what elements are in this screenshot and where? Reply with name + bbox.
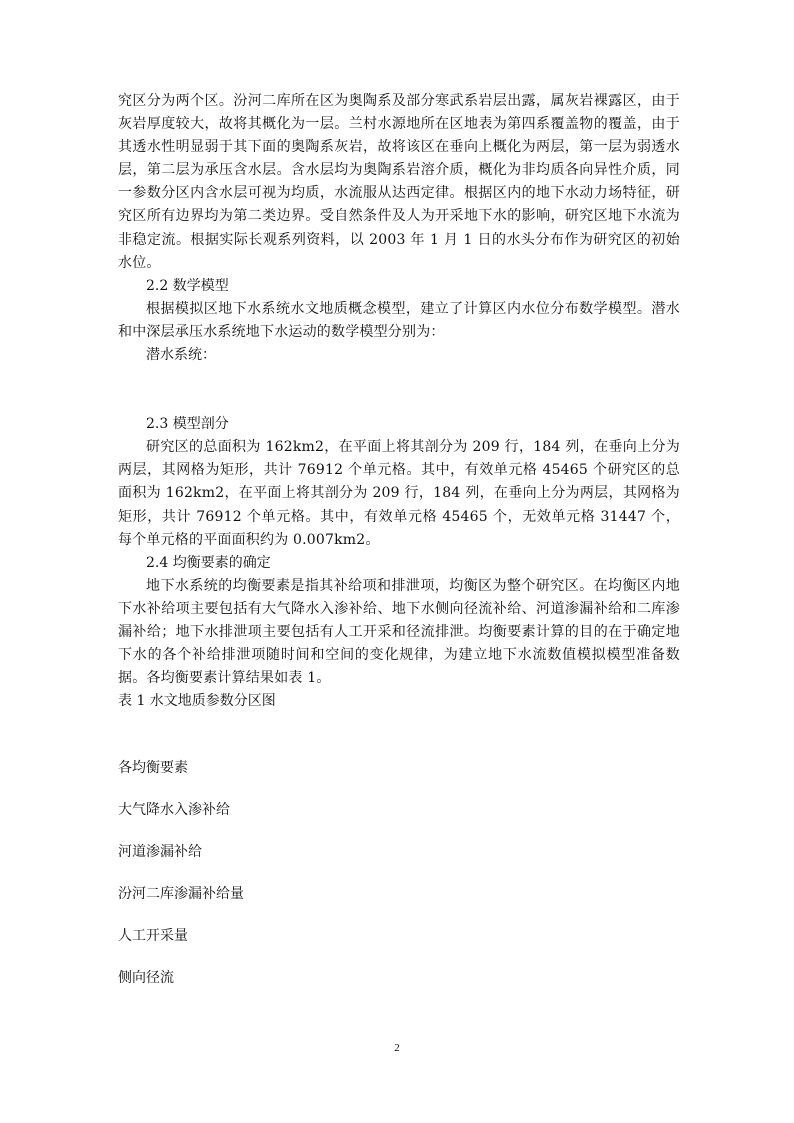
list-item: 大气降水入渗补给 bbox=[118, 802, 230, 818]
paragraph-math-model: 根据模拟区地下水系统水文地质概念模型，建立了计算区内水位分布数学模型。潜水和中深层承压水系统地下水运动的数学模型分别为： bbox=[118, 300, 680, 340]
list-item: 侧向径流 bbox=[118, 970, 174, 986]
heading-2-3: 2.3 模型剖分 bbox=[146, 416, 229, 433]
phreatic-system-label: 潜水系统： bbox=[146, 347, 216, 364]
formula-placeholder bbox=[118, 367, 680, 413]
list-item: 各均衡要素 bbox=[118, 760, 188, 776]
paragraph-grid-division: 研究区的总面积为 162km2，在平面上将其剖分为 209 行，184 列，在垂向上分为两层，其网格为矩形，共计 76912 个单元格。其中，有效单元格 45465 个研究区的总面积为 162km2，在平面上将其剖分为 209 行，184 列，在垂向上分为两层，其网格为矩形，共计 76912 个单元格。其中，有效单元格 45465 个，无效单元格 31447 个，每个单元格的平面面积约为 0.007km2。 bbox=[118, 439, 680, 548]
list-item: 汾河二库渗漏补给量 bbox=[118, 886, 244, 902]
page-number: 2 bbox=[394, 1042, 400, 1054]
heading-2-2: 2.2 数学模型 bbox=[146, 277, 229, 294]
body-text bbox=[118, 90, 680, 713]
paragraph-model-overview: 究区分为两个区。汾河二库所在区为奥陶系及部分寒武系岩层出露，属灰岩裸露区，由于灰岩厚度较大，故将其概化为一层。兰村水源地所在区地表为第四系覆盖物的覆盖，由于其透水性明显弱于其下面的奥陶系灰岩，故将该区在垂向上概化为两层，第一层为弱透水层，第二层为承压含水层。含水层均为奥陶系岩溶介质，概化为非均质各向异性介质，同一参数分区内含水层可视为均质，水流服从达西定律。根据区内的地下水动力场特征，研究区所有边界均为第二类边界。受自然条件及人为开采地下水的影响，研究区地下水流为非稳定流。根据实际长观系列资料，以 2003 年 1 月 1 日的水头分布作为研究区的初始水位。 bbox=[118, 93, 680, 271]
balance-elements-list bbox=[118, 758, 680, 1010]
list-item: 河道渗漏补给 bbox=[118, 844, 202, 860]
paragraph-balance-elements: 地下水系统的均衡要素是指其补给项和排泄项，均衡区为整个研究区。在均衡区内地下水补给项主要包括有大气降水入渗补给、地下水侧向径流补给、河道渗漏补给和二库渗漏补给；地下水排泄项主要包括有人工开采和径流排泄。均衡要素计算的目的在于确定地下水的各个补给排泄项随时间和空间的变化规律，为建立地下水流数值模拟模型准备数据。各均衡要素计算结果如表 1。 bbox=[118, 577, 680, 687]
heading-2-4: 2.4 均衡要素的确定 bbox=[146, 554, 271, 571]
table-caption: 表 1 水文地质参数分区图 bbox=[118, 693, 276, 710]
list-item: 人工开采量 bbox=[118, 928, 188, 944]
